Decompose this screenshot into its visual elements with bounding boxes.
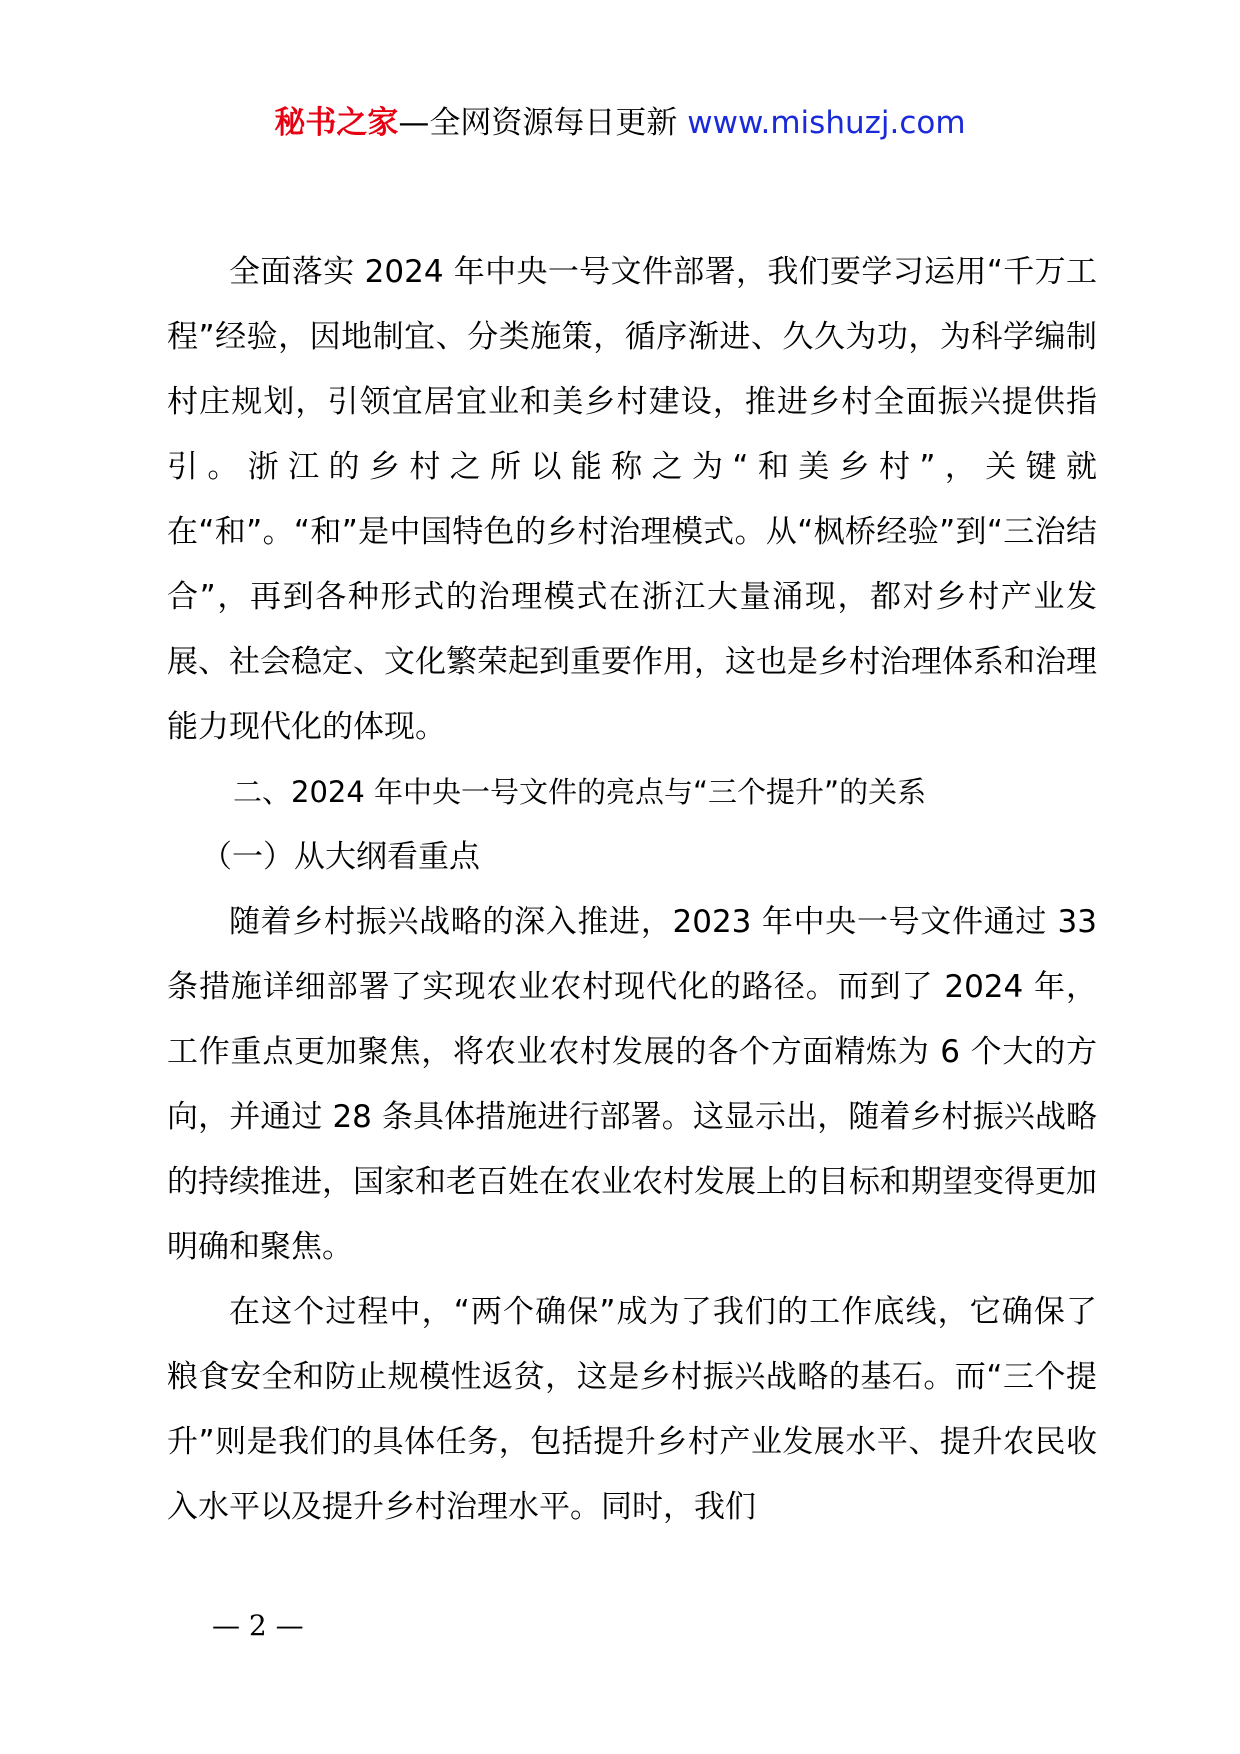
paragraph-1: 全面落实 2024 年中央一号文件部署，我们要学习运用“千万工程”经验，因地制宜、分类施策，循序渐进、久久为功，为科学编制村庄规划，引领宜居宜业和美乡村建设，推进乡村全面振兴提供指引。浙江的乡村之所以能称之为“和美乡村”，关键就在“和”。“和”是中国特色的乡村治理模式。从“枫桥经验”到“三治结合”，再到各种形式的治理模式在浙江大量涌现，都对乡村产业发展、社会稳定、文化繁荣起到重要作用，这也是乡村治理体系和治理能力现代化的体现。 — [167, 254, 1097, 745]
site-brand: 秘书之家 — [274, 105, 399, 141]
site-url: www.mishuzj.com — [687, 105, 966, 141]
paragraph-3: 在这个过程中，“两个确保”成为了我们的工作底线，它确保了粮食安全和防止规模性返贫，这是乡村振兴战略的基石。而“三个提升”则是我们的具体任务，包括提升乡村产业发展水平、提升农民收入水平以及提升乡村治理水平。同时，我们 — [167, 1294, 1097, 1525]
site-header — [0, 98, 1240, 148]
paragraph-2: 随着乡村振兴战略的深入推进，2023 年中央一号文件通过 33 条措施详细部署了实现农业农村现代化的路径。而到了 2024 年，工作重点更加聚焦，将农业农村发展的各个方面精炼为 6 个大的方向，并通过 28 条具体措施进行部署。这显示出，随着乡村振兴战略的持续推进，国家和老百姓在农业农村发展上的目标和期望变得更加明确和聚焦。 — [167, 904, 1097, 1265]
site-tagline: —全网资源每日更新 — [398, 105, 688, 141]
document-body — [167, 240, 1097, 1540]
page-number: — 2 — — [212, 1609, 304, 1642]
section-heading-2: 二、2024 年中央一号文件的亮点与“三个提升”的关系 — [233, 775, 927, 809]
subsection-heading-1: （一）从大纲看重点 — [201, 839, 480, 875]
